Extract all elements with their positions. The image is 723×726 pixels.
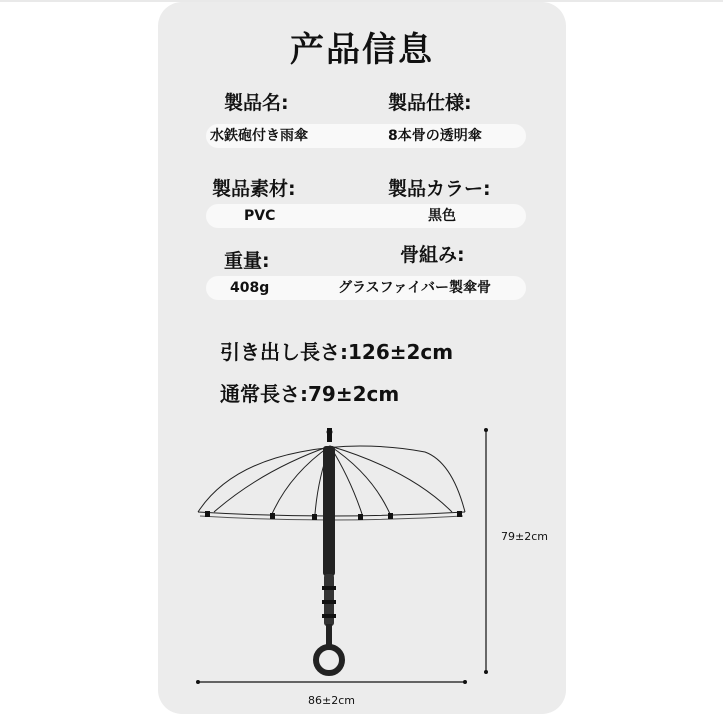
frame-label: 骨組み: bbox=[400, 244, 465, 266]
height-dimension-line bbox=[484, 428, 488, 674]
umbrella-shaft bbox=[323, 446, 335, 576]
rib-tip bbox=[388, 513, 393, 519]
height-dimension-label: 79±2cm bbox=[501, 530, 548, 543]
weight-value: 408g bbox=[230, 280, 270, 296]
product-name-value: 水鉄砲付き雨傘 bbox=[210, 128, 308, 144]
rib-tip bbox=[457, 511, 462, 517]
product-spec-label: 製品仕様: bbox=[388, 92, 472, 114]
rib-tip bbox=[205, 511, 210, 517]
color-value: 黒色 bbox=[428, 208, 456, 224]
rib-tip bbox=[358, 514, 363, 520]
material-label: 製品素材: bbox=[212, 178, 296, 200]
weight-label: 重量: bbox=[224, 250, 270, 272]
rib-tip bbox=[270, 513, 275, 519]
width-dimension-line bbox=[196, 680, 467, 684]
color-label: 製品カラー: bbox=[388, 178, 491, 200]
material-value: PVC bbox=[244, 208, 276, 224]
normal-length-text: 通常長さ:79±2cm bbox=[220, 382, 400, 406]
page-title: 产品信息 bbox=[290, 30, 434, 70]
frame-value: グラスファイバー製傘骨 bbox=[338, 280, 492, 296]
rib-tip bbox=[312, 514, 317, 520]
handle-ring bbox=[316, 647, 342, 673]
product-name-label: 製品名: bbox=[224, 92, 289, 114]
open-length-text: 引き出し長さ:126±2cm bbox=[220, 340, 454, 364]
width-dimension-label: 86±2cm bbox=[308, 694, 355, 707]
product-spec-value: 8本骨の透明傘 bbox=[388, 128, 482, 144]
